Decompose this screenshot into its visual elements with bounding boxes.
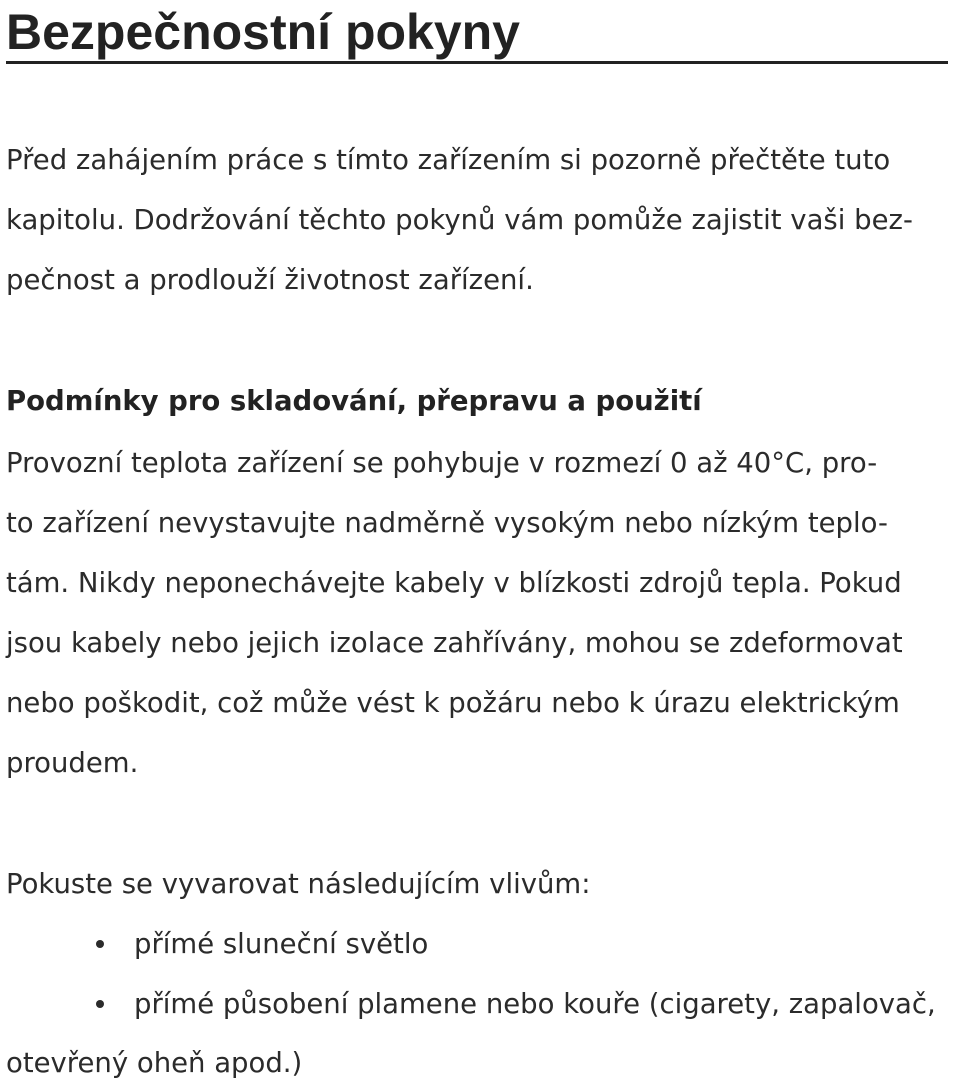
intro-line: pečnost a prodlouží životnost zařízení. bbox=[6, 264, 534, 296]
section-body-line: Provozní teplota zařízení se pohybuje v rozmezí 0 až 40°C, pro- bbox=[6, 447, 878, 479]
intro-line: Před zahájením práce s tímto zařízením si pozorně přečtěte tuto bbox=[6, 144, 891, 176]
bullet-dot-icon bbox=[96, 940, 104, 948]
bullet-dot-icon bbox=[96, 1000, 104, 1008]
section-body-line: proudem. bbox=[6, 747, 139, 779]
bullet-text: přímé působení plamene nebo kouře (cigarety, zapalovač, bbox=[134, 988, 936, 1020]
section-body-line: nebo poškodit, což může vést k požáru nebo k úrazu elektrickým bbox=[6, 687, 900, 719]
page-title: Bezpečnostní pokyny bbox=[6, 4, 520, 60]
section-body-line: jsou kabely nebo jejich izolace zahřívány, mohou se zdeformovat bbox=[6, 627, 903, 659]
section-heading: Podmínky pro skladování, přepravu a použití bbox=[6, 385, 702, 417]
title-underline bbox=[6, 61, 948, 64]
section-body-line: tám. Nikdy neponechávejte kabely v blízkosti zdrojů tepla. Pokud bbox=[6, 567, 902, 599]
section-body-line: to zařízení nevystavujte nadměrně vysokým nebo nízkým teplo- bbox=[6, 507, 888, 539]
bullet-item bbox=[0, 987, 960, 1021]
avoid-intro: Pokuste se vyvarovat následujícím vlivům: bbox=[6, 868, 591, 900]
bullet-continuation: otevřený oheň apod.) bbox=[6, 1047, 303, 1079]
intro-line: kapitolu. Dodržování těchto pokynů vám pomůže zajistit vaši bez- bbox=[6, 204, 913, 236]
bullet-item bbox=[0, 927, 960, 961]
bullet-text: přímé sluneční světlo bbox=[134, 928, 429, 960]
